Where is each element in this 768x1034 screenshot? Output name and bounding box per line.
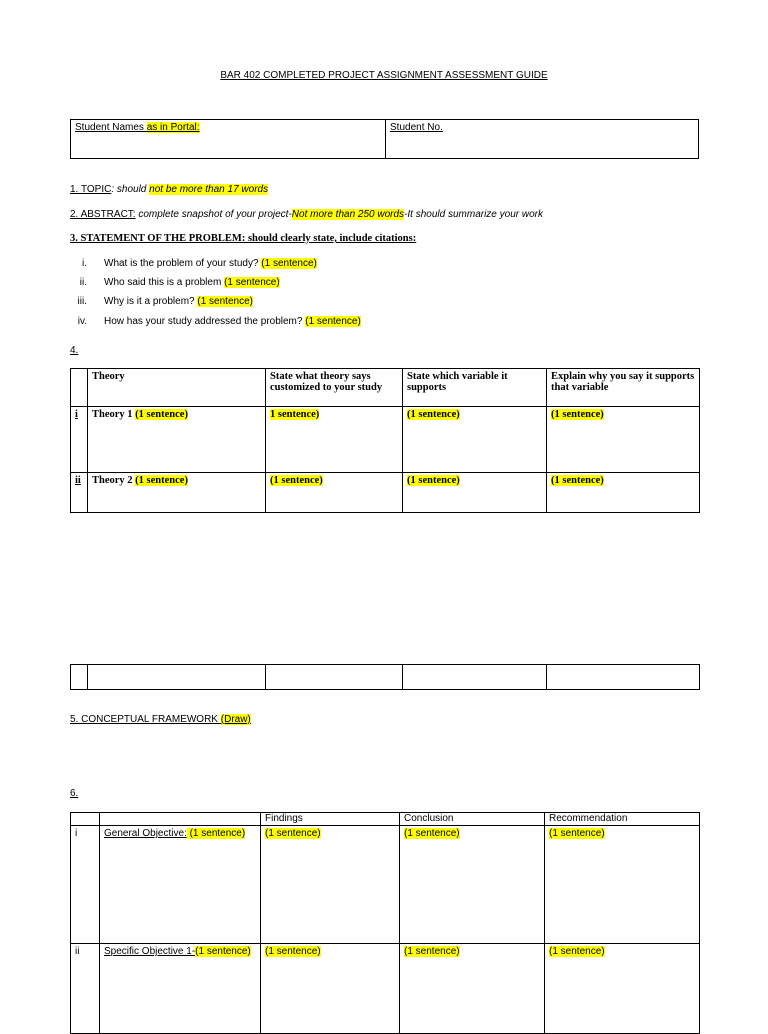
list-highlight: (1 sentence)	[197, 296, 253, 307]
cell-highlight: (1 sentence)	[549, 828, 605, 839]
table-cell	[261, 944, 400, 1034]
abstract-text: complete snapshot of your project-	[135, 209, 292, 220]
table-cell	[403, 665, 547, 690]
abstract-text-2: -It should summarize your work	[404, 209, 543, 220]
header-cell: State which variable it supports	[403, 369, 547, 407]
problem-heading: 3. STATEMENT OF THE PROBLEM: should clearly state, include citations:	[70, 233, 417, 244]
table-cell	[71, 665, 88, 690]
student-names-label: Student Names	[75, 122, 147, 133]
theory-cell	[88, 407, 266, 473]
list-number: iii.	[77, 296, 87, 307]
cell-highlight: (1 sentence)	[404, 828, 460, 839]
header-cell: Conclusion	[400, 813, 545, 826]
topic-label: 1. TOPIC	[70, 184, 112, 195]
table-cell	[545, 944, 700, 1034]
objectives-table	[70, 812, 700, 1034]
row-index: i	[71, 407, 88, 473]
table-row	[71, 944, 700, 1034]
list-text: How has your study addressed the problem?	[104, 316, 306, 327]
row-index: ii	[71, 473, 88, 513]
header-cell: Recommendation	[545, 813, 700, 826]
list-text: Who said this is a problem	[104, 277, 225, 288]
student-names-highlight: as in Portal:	[146, 122, 200, 133]
row-index: i	[71, 826, 100, 944]
header-cell: State what theory says customized to your study	[266, 369, 403, 407]
section-5-line	[70, 714, 251, 725]
problem-item	[70, 296, 253, 307]
abstract-highlight: Not more than 250 words	[291, 209, 405, 220]
cell-highlight: (1 sentence)	[404, 946, 460, 957]
abstract-label: 2. ABSTRACT:	[70, 209, 136, 220]
theory-cell	[88, 473, 266, 513]
topic-highlight: not be more than 17 words	[149, 184, 269, 195]
abstract-line	[70, 209, 543, 220]
objective-label: General Objective:	[104, 828, 187, 839]
cell-highlight: (1 sentence)	[270, 475, 323, 486]
topic-text: : should	[111, 184, 150, 195]
cell-highlight: (1 sentence)	[265, 828, 321, 839]
theory-name: Theory 2	[92, 475, 136, 486]
student-info-table	[70, 119, 699, 159]
header-cell: Theory	[88, 369, 266, 407]
theory-highlight: (1 sentence)	[135, 475, 188, 486]
objective-cell	[100, 944, 261, 1034]
table-cell	[547, 407, 700, 473]
header-cell	[100, 813, 261, 826]
table-cell	[266, 665, 403, 690]
table-row	[71, 826, 700, 944]
table-cell	[403, 407, 547, 473]
header-cell: Findings	[261, 813, 400, 826]
theory-highlight: (1 sentence)	[135, 409, 188, 420]
header-cell	[71, 369, 88, 407]
table-cell	[545, 826, 700, 944]
student-names-cell	[71, 120, 386, 159]
table-row	[71, 407, 700, 473]
topic-line	[70, 184, 268, 195]
list-highlight: (1 sentence)	[224, 277, 280, 288]
table-cell	[266, 473, 403, 513]
header-cell: Explain why you say it supports that variable	[547, 369, 700, 407]
table-header-row	[71, 369, 700, 407]
list-highlight: (1 sentence)	[261, 258, 317, 269]
table-cell	[88, 665, 266, 690]
problem-item	[70, 258, 317, 269]
list-text: Why is it a problem?	[104, 296, 198, 307]
cell-highlight: (1 sentence)	[407, 409, 460, 420]
table-cell	[261, 826, 400, 944]
row-index: ii	[71, 944, 100, 1034]
list-number: iv.	[77, 316, 87, 327]
table-cell	[403, 473, 547, 513]
section-6-label: 6.	[70, 788, 79, 799]
cell-highlight: (1 sentence)	[265, 946, 321, 957]
student-number-cell	[386, 120, 699, 159]
problem-item	[70, 277, 280, 288]
problem-item	[70, 316, 361, 327]
theory-table-continuation	[70, 664, 700, 690]
table-cell	[400, 826, 545, 944]
objective-cell	[100, 826, 261, 944]
cell-highlight: (1 sentence)	[551, 409, 604, 420]
cell-highlight: (1 sentence)	[551, 475, 604, 486]
table-row	[71, 473, 700, 513]
page-title: BAR 402 COMPLETED PROJECT ASSIGNMENT ASSESSMENT GUIDE	[220, 70, 548, 81]
cell-highlight: (1 sentence)	[549, 946, 605, 957]
theory-table	[70, 368, 700, 513]
table-row	[71, 665, 700, 690]
objective-label: Specific Objective 1-	[104, 946, 196, 957]
table-header-row	[71, 813, 700, 826]
table-cell	[266, 407, 403, 473]
list-number: i.	[82, 258, 87, 269]
section-4-label: 4.	[70, 345, 79, 356]
table-cell	[547, 473, 700, 513]
list-text: What is the problem of your study?	[104, 258, 262, 269]
table-cell	[400, 944, 545, 1034]
section-5-label: 5. CONCEPTUAL FRAMEWORK	[70, 714, 221, 725]
list-highlight: (1 sentence)	[305, 316, 361, 327]
list-number: ii.	[79, 277, 87, 288]
cell-highlight: 1 sentence)	[270, 409, 320, 420]
theory-name: Theory 1	[92, 409, 136, 420]
table-cell	[547, 665, 700, 690]
student-number-label: Student No.	[390, 122, 443, 133]
header-cell	[71, 813, 100, 826]
cell-highlight: (1 sentence)	[407, 475, 460, 486]
section-5-highlight: (Draw)	[220, 714, 251, 725]
objective-highlight: (1 sentence)	[186, 828, 246, 839]
objective-highlight: (1 sentence)	[195, 946, 251, 957]
